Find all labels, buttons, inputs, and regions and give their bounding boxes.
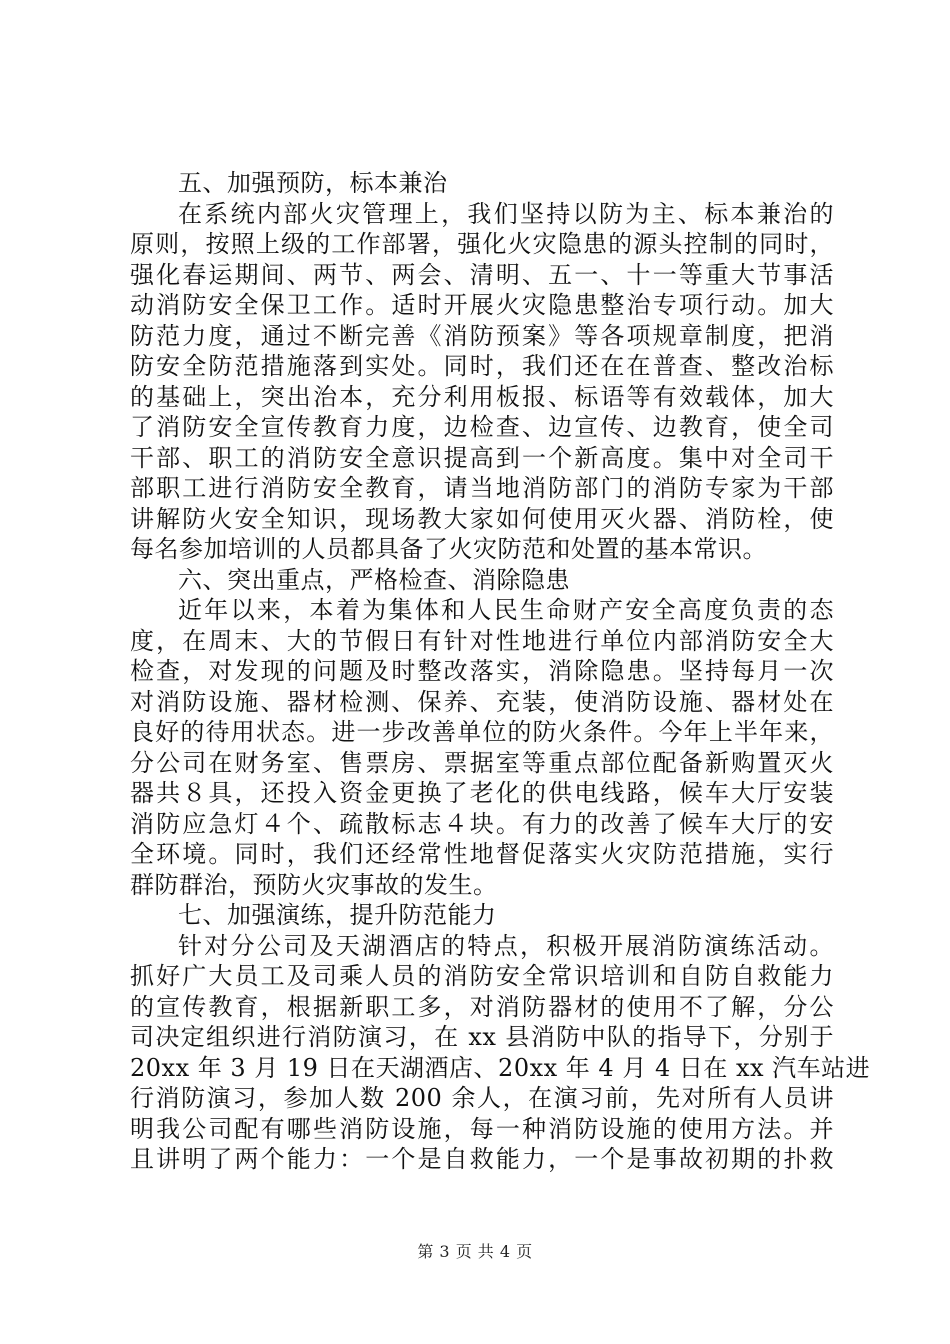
paragraph-line: 防范力度，通过不断完善《消防预案》等各项规章制度，把消: [130, 321, 834, 350]
paragraph-line: 全环境。同时，我们还经常性地督促落实火灾防范措施，实行: [130, 840, 834, 868]
paragraph-line: 部职工进行消防安全教育，请当地消防部门的消防专家为干部: [130, 474, 834, 502]
paragraph-line: 防安全防范措施落到实处。同时，我们还在在普查、整改治标: [130, 352, 834, 380]
paragraph-line: 每名参加培训的人员都具备了火灾防范和处置的基本常识。: [130, 535, 767, 563]
paragraph-line: 在系统内部火灾管理上，我们坚持以防为主、标本兼治的: [178, 199, 834, 228]
paragraph-line: 20xx 年 3 月 19 日在天湖酒店、20xx 年 4 月 4 日在 xx 汽车站进: [130, 1053, 871, 1082]
paragraph-line: 讲解防火安全知识，现场教大家如何使用灭火器、消防栓，使: [130, 504, 834, 533]
section-heading: 六、突出重点，严格检查、消除隐患: [178, 565, 570, 594]
paragraph-line: 度，在周末、大的节假日有针对性地进行单位内部消防安全大: [130, 626, 834, 655]
paragraph-line: 检查，对发现的问题及时整改落实，消除隐患。坚持每月一次: [130, 657, 834, 685]
paragraph-line: 针对分公司及天湖酒店的特点，积极开展消防演练活动。: [178, 931, 834, 960]
paragraph-line: 了消防安全宣传教育力度，边检查、边宣传、边教育，使全司: [130, 413, 834, 441]
paragraph-line: 群防群治，预防火灾事故的发生。: [130, 870, 498, 899]
paragraph-line: 的宣传教育，根据新职工多，对消防器材的使用不了解，分公: [130, 992, 834, 1021]
paragraph-line: 原则，按照上级的工作部署，强化火灾隐患的源头控制的同时，: [130, 230, 834, 258]
paragraph-line: 明我公司配有哪些消防设施，每一种消防设施的使用方法。并: [130, 1114, 834, 1143]
paragraph-line: 分公司在财务室、售票房、票据室等重点部位配备新购置灭火: [130, 748, 834, 777]
section-heading: 五、加强预防，标本兼治: [178, 169, 448, 197]
paragraph-line: 强化春运期间、两节、两会、清明、五一、十一等重大节事活: [130, 260, 834, 289]
paragraph-line: 近年以来，本着为集体和人民生命财产安全高度负责的态: [178, 596, 834, 624]
section-heading: 七、加强演练，提升防范能力: [178, 901, 497, 929]
paragraph-line: 司决定组织进行消防演习，在 xx 县消防中队的指导下，分别于: [130, 1023, 834, 1051]
page-footer: 第 3 页 共 4 页: [417, 1242, 533, 1261]
paragraph-line: 消防应急灯４个、疏散标志４块。有力的改善了候车大厅的安: [130, 809, 834, 838]
paragraph-line: 干部、职工的消防安全意识提高到一个新高度。集中对全司干: [130, 443, 834, 472]
paragraph-line: 行消防演习，参加人数 200 余人，在演习前，先对所有人员讲: [130, 1084, 834, 1112]
paragraph-line: 良好的待用状态。进一步改善单位的防火条件。今年上半年来，: [130, 718, 834, 746]
paragraph-line: 动消防安全保卫工作。适时开展火灾隐患整治专项行动。加大: [130, 291, 834, 319]
paragraph-line: 对消防设施、器材检测、保养、充装，使消防设施、器材处在: [130, 687, 834, 716]
paragraph-line: 且讲明了两个能力：一个是自救能力，一个是事故初期的扑救: [130, 1145, 834, 1173]
document-body: [130, 168, 871, 1175]
paragraph-line: 抓好广大员工及司乘人员的消防安全常识培训和自防自救能力: [130, 962, 834, 990]
paragraph-line: 的基础上，突出治本，充分利用板报、标语等有效载体，加大: [130, 382, 834, 411]
paragraph-line: 器共８具，还投入资金更换了老化的供电线路，候车大厅安装: [130, 779, 834, 807]
